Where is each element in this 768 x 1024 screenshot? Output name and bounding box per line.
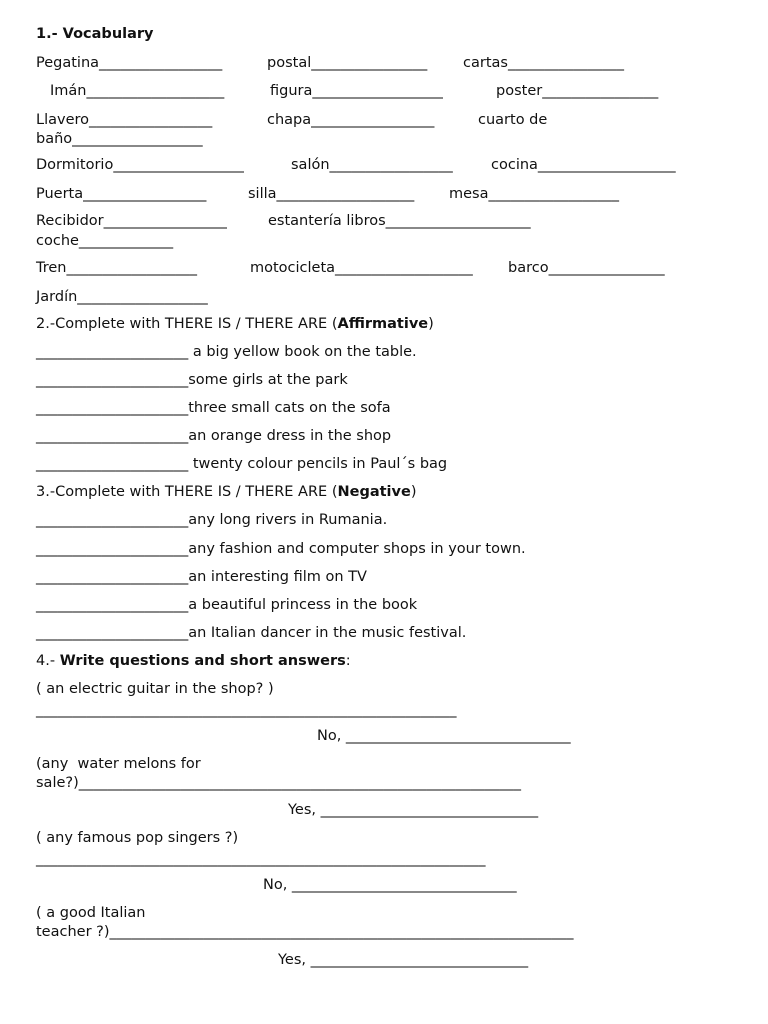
vocab-item: estantería libros____________________ [268, 213, 531, 229]
vocab-item: salón_________________ [291, 157, 453, 173]
exercise-item: _____________________any fashion and computer shops in your town. [36, 541, 526, 557]
vocab-item: Imán___________________ [50, 83, 225, 99]
section2-title-bold: Affirmative [337, 316, 429, 332]
section2-title [36, 315, 434, 333]
exercise-item: _____________________an interesting film on TV [36, 569, 367, 585]
vocab-item: cocina___________________ [491, 157, 676, 173]
vocab-item: Pegatina_________________ [36, 55, 223, 71]
vocab-item: Recibidor_________________ [36, 213, 227, 229]
vocab-item: postal________________ [267, 55, 428, 71]
question-prompt: ( an electric guitar in the shop? ) [36, 681, 274, 697]
section2-title-end: ) [428, 316, 434, 332]
vocab-item: coche_____________ [36, 233, 174, 249]
vocab-item: Tren__________________ [36, 260, 197, 276]
section3-title [36, 483, 416, 501]
section2-title-start: 2.-Complete with THERE IS / THERE ARE ( [36, 316, 338, 332]
vocab-item: poster________________ [496, 83, 659, 99]
vocab-item: baño__________________ [36, 131, 203, 147]
exercise-item: _____________________an Italian dancer in the music festival. [36, 625, 467, 641]
exercise-item: _____________________some girls at the park [36, 372, 348, 388]
short-answer: Yes, ______________________________ [288, 802, 539, 818]
vocab-item: cartas________________ [463, 55, 624, 71]
question-answer-line: sale?)_____________________________________________________________ [36, 775, 521, 791]
vocab-item: mesa__________________ [449, 186, 619, 202]
exercise-item: _____________________three small cats on the sofa [36, 400, 391, 416]
vocab-item: Puerta_________________ [36, 186, 207, 202]
section1-title: 1.- Vocabulary [36, 26, 154, 42]
exercise-item: _____________________ twenty colour pencils in Paul´s bag [36, 456, 448, 472]
question-answer-line: ______________________________________________________________ [36, 851, 486, 867]
question-answer-line: __________________________________________________________ [36, 702, 457, 718]
vocab-item: silla___________________ [248, 186, 415, 202]
section4-title-end: : [345, 653, 351, 669]
section4-title [36, 652, 351, 670]
vocab-item: chapa_________________ [267, 112, 435, 128]
short-answer: Yes, ______________________________ [278, 952, 529, 968]
section4-title-bold: Write questions and short answers [59, 653, 346, 669]
short-answer: No, _______________________________ [317, 728, 571, 744]
vocab-item: cuarto de [478, 112, 548, 128]
question-prompt: ( a good Italian [36, 905, 146, 921]
question-prompt: ( any famous pop singers ?) [36, 830, 239, 846]
question-prompt: (any water melons for [36, 756, 201, 772]
exercise-item: _____________________any long rivers in Rumania. [36, 512, 388, 528]
section3-title-end: ) [410, 484, 417, 500]
exercise-item: _____________________ a big yellow book on the table. [36, 344, 417, 360]
vocab-item: figura__________________ [270, 83, 443, 99]
exercise-item: _____________________an orange dress in the shop [36, 428, 392, 444]
short-answer: No, _______________________________ [263, 877, 517, 893]
vocab-item: barco________________ [508, 260, 665, 276]
vocab-item: Jardín__________________ [36, 289, 208, 305]
vocab-item: Llavero_________________ [36, 112, 213, 128]
question-answer-line: teacher ?)________________________________________________________________ [36, 924, 574, 940]
vocab-item: motocicleta___________________ [250, 260, 473, 276]
section4-title-start: 4.- [36, 653, 60, 669]
section3-title-start: 3.-Complete with THERE IS / THERE ARE ( [36, 484, 338, 500]
exercise-item: _____________________a beautiful princess in the book [36, 597, 418, 613]
section3-title-bold: Negative [337, 484, 411, 500]
vocab-item: Dormitorio__________________ [36, 157, 244, 173]
